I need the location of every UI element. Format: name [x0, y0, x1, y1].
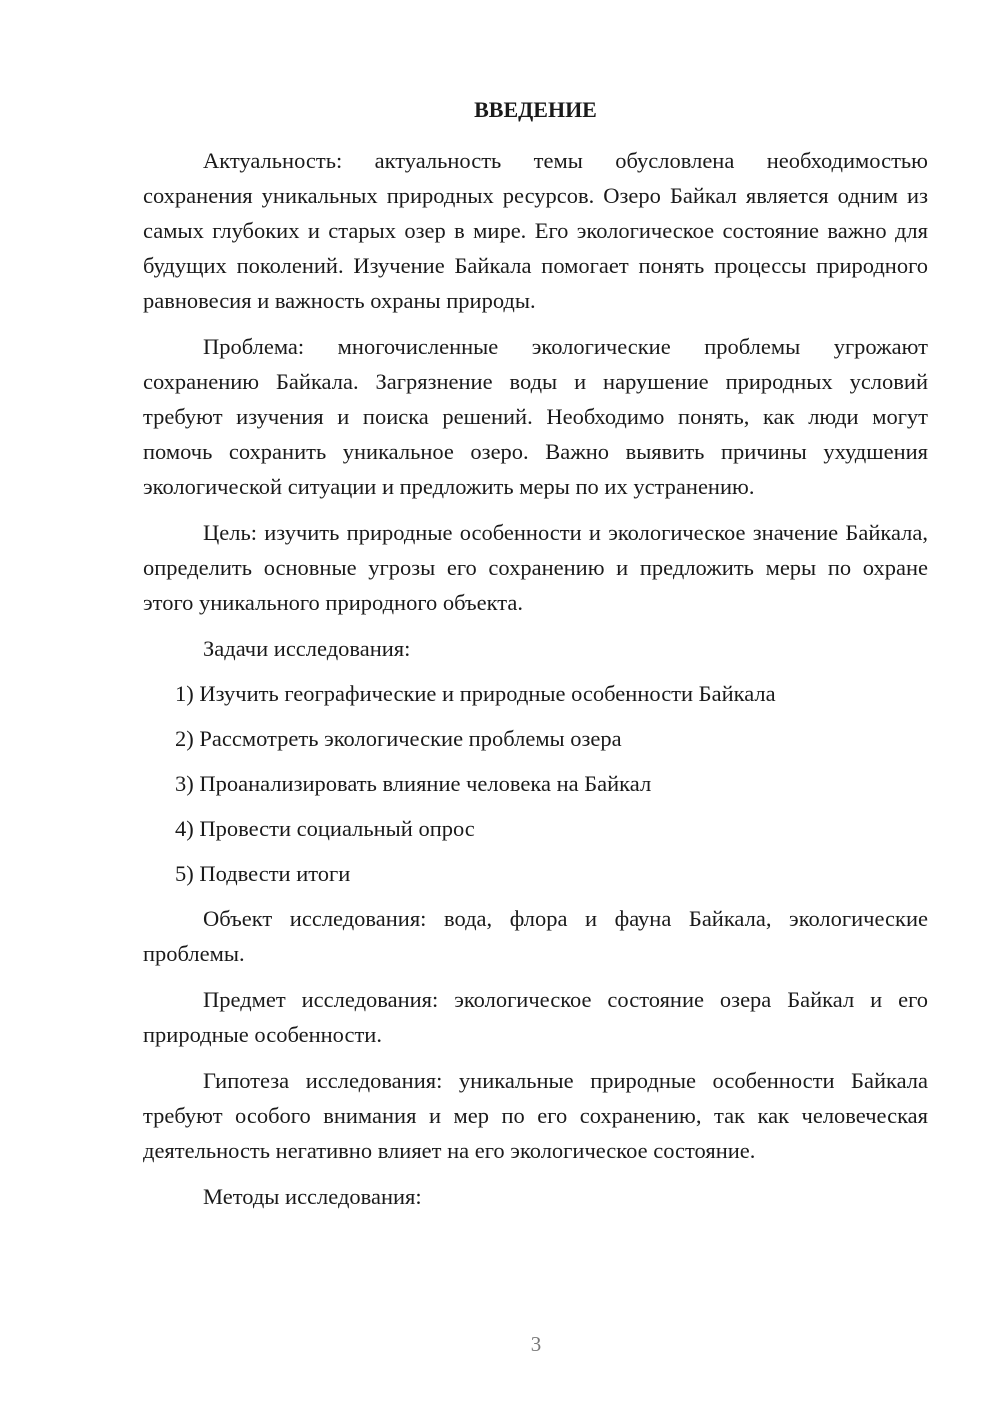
list-item: 1) Изучить географические и природные особенности Байкала: [175, 681, 776, 706]
subject-paragraph: Предмет исследования: экологическое состояние озера Байкал и его природные особенности.: [143, 987, 928, 1047]
problem-paragraph: Проблема: многочисленные экологические проблемы угрожают сохранению Байкала. Загрязнение воды и нарушение природных условий требуют изучения и поиска решений. Необходимо понять, как люди могут помочь сохранить уникальное озеро. Важно выявить причины ухудшения экологической ситуации и предложить меры по их устранению.: [143, 334, 928, 499]
tasks-list: [143, 676, 928, 891]
object-paragraph: Объект исследования: вода, флора и фауна Байкала, экологические проблемы.: [143, 906, 928, 966]
goal-paragraph: Цель: изучить природные особенности и экологическое значение Байкала, определить основные угрозы его сохранению и предложить меры по охране этого уникального природного объекта.: [143, 520, 928, 615]
methods-label: Методы исследования:: [203, 1184, 422, 1209]
section-heading: ВВЕДЕНИЕ: [474, 97, 597, 122]
tasks-label: Задачи исследования:: [203, 636, 411, 661]
list-item: 3) Проанализировать влияние человека на Байкал: [175, 771, 652, 796]
page-content: [143, 95, 928, 1224]
hypothesis-paragraph: Гипотеза исследования: уникальные природные особенности Байкала требуют особого внимания и мер по его сохранению, так как человеческая деятельность негативно влияет на его экологическое состояние.: [143, 1068, 928, 1163]
list-item: 4) Провести социальный опрос: [175, 816, 475, 841]
list-item: 2) Рассмотреть экологические проблемы озера: [175, 726, 622, 751]
relevance-paragraph: Актуальность: актуальность темы обусловлена необходимостью сохранения уникальных природных ресурсов. Озеро Байкал является одним из самых глубоких и старых озер в мире. Его экологическое состояние важно для будущих поколений. Изучение Байкала помогает понять процессы природного равновесия и важность охраны природы.: [143, 148, 928, 313]
page-number: 3: [530, 1332, 542, 1356]
list-item: 5) Подвести итоги: [175, 861, 351, 886]
